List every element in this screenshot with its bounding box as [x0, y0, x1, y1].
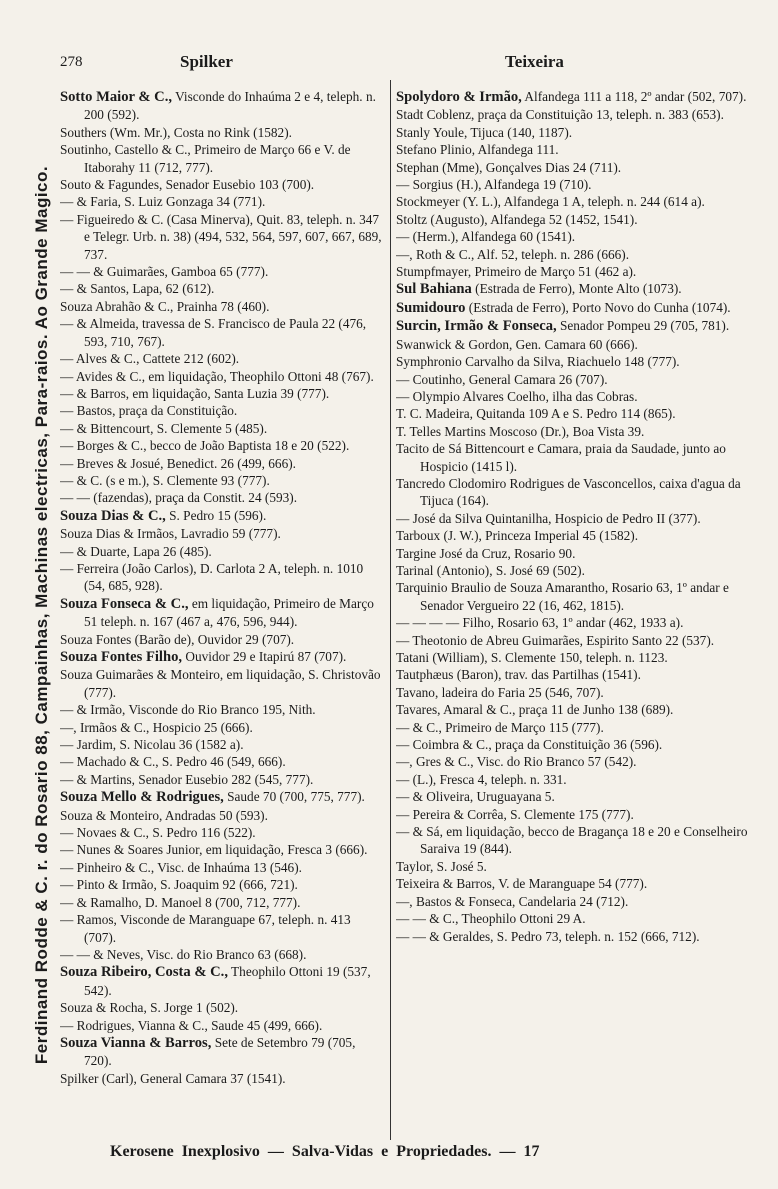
directory-entry	[60, 472, 386, 489]
directory-entry	[396, 353, 762, 370]
entry-text: — Bastos, praça da Constituição.	[60, 403, 238, 419]
directory-entry	[60, 560, 386, 595]
directory-entry	[396, 193, 762, 210]
entry-text: Tautphæus (Baron), trav. das Partilhas (1541).	[396, 667, 641, 683]
entry-text: Souza Fontes (Barão de), Ouvidor 29 (707).	[60, 631, 295, 647]
directory-entry	[396, 246, 762, 263]
directory-entry	[60, 824, 386, 841]
directory-entry	[396, 579, 762, 614]
directory-entry	[396, 684, 762, 701]
entry-text: — Avides & C., em liquidação, Theophilo Ottoni 48 (767).	[60, 368, 374, 384]
entry-text: Tarquinio Braulio de Souza Amarantho, Rosario 63, 1º andar e Senador Vergueiro 22 (16, 462, 1815).	[396, 580, 729, 613]
directory-entry	[396, 701, 762, 718]
page-number: 278	[60, 54, 83, 70]
directory-entry	[60, 88, 386, 124]
directory-entry	[396, 823, 762, 858]
page-header	[60, 50, 760, 76]
directory-entry	[396, 527, 762, 544]
entry-text: — — & Guimarães, Gamboa 65 (777).	[60, 264, 269, 280]
directory-entry	[396, 666, 762, 683]
entry-text: — Ramos, Visconde de Maranguape 67, teleph. n. 413 (707).	[60, 912, 351, 945]
entry-text: Teixeira & Barros, V. de Maranguape 54 (777).	[396, 876, 648, 892]
right-running-head: Teixeira	[505, 52, 564, 71]
directory-entry	[60, 507, 386, 525]
directory-entry	[60, 876, 386, 893]
entry-text: —, Roth & C., Alf. 52, teleph. n. 286 (666).	[396, 246, 630, 262]
entry-text: Southers (Wm. Mr.), Costa no Rink (1582).	[60, 124, 292, 140]
directory-entry	[60, 911, 386, 946]
entry-text: — (Herm.), Alfandega 60 (1541).	[396, 229, 576, 245]
entry-text: Stanly Youle, Tijuca (140, 1187).	[396, 124, 573, 140]
entry-text: — & Oliveira, Uruguayana 5.	[396, 789, 555, 805]
entry-text: — & Sá, em liquidação, becco de Bragança 18 e 20 e Conselheiro Saraiva 19 (844).	[396, 824, 748, 857]
entry-text: em liquidação, Primeiro de Março 51 teleph. n. 167 (467 a, 476, 596, 944).	[84, 595, 374, 630]
directory-entry	[396, 753, 762, 770]
directory-entry	[396, 299, 762, 317]
entry-text: — Pinheiro & C., Visc. de Inhaúma 13 (546).	[60, 859, 302, 875]
entry-text: — & Almeida, travessa de S. Francisco de Paula 22 (476, 593, 710, 767).	[60, 316, 367, 349]
directory-entry	[396, 280, 762, 298]
directory-entry	[396, 632, 762, 649]
directory-entry	[60, 315, 386, 350]
directory-entry	[396, 405, 762, 422]
entry-text: Souza Dias & Irmãos, Lavradio 59 (777).	[60, 526, 281, 542]
directory-entry	[396, 614, 762, 631]
entry-text: Souza & Monteiro, Andradas 50 (593).	[60, 807, 268, 823]
entry-text: — Figueiredo & C. (Casa Minerva), Quit. 83, teleph. n. 347 e Telegr. Urb. n. 38) (494, 532, 564, 597, 607, 667, 689, 737.	[60, 211, 382, 262]
directory-entry	[60, 124, 386, 141]
directory-entry	[60, 894, 386, 911]
entry-text: Tatani (William), S. Clemente 150, teleph. n. 1123.	[396, 650, 668, 665]
directory-entry	[396, 510, 762, 527]
directory-entry	[60, 701, 386, 718]
entry-text: Souza Guimarães & Monteiro, em liquidação, S. Christovão (777).	[60, 667, 381, 700]
entry-text: Stockmeyer (Y. L.), Alfandega 1 A, teleph. n. 244 (614 a).	[396, 194, 705, 210]
entry-text: Tarinal (Antonio), S. José 69 (502).	[396, 562, 585, 578]
directory-entry	[396, 910, 762, 927]
entry-text: Tarboux (J. W.), Princeza Imperial 45 (1582).	[396, 528, 639, 544]
directory-entry	[396, 176, 762, 193]
entry-firm-name: Sul Bahiana	[396, 281, 472, 298]
entry-text: — & Faria, S. Luiz Gonzaga 34 (771).	[60, 194, 266, 210]
right-column	[396, 88, 762, 1128]
side-advertisement	[30, 80, 54, 1150]
directory-entry	[60, 595, 386, 631]
directory-entry	[60, 489, 386, 506]
directory-entry	[60, 455, 386, 472]
directory-entry	[60, 1017, 386, 1034]
directory-entry	[396, 124, 762, 141]
entry-text: Soutinho, Castello & C., Primeiro de Março 66 e V. de Itaborahy 11 (712, 777).	[60, 142, 351, 175]
directory-entry	[396, 141, 762, 158]
side-advertisement-text: Ferdinand Rodde & C. r. do Rosario 88, Campainhas, Machinas electricas, Para-raios. Ao Grande Magico.	[32, 165, 51, 1065]
entry-text: Symphronio Carvalho da Silva, Riachuelo 148 (777).	[396, 354, 680, 370]
entry-firm-name: Surcin, Irmão & Fonseca,	[396, 318, 557, 335]
column-divider	[390, 80, 391, 1140]
entry-text: — & Martins, Senador Eusebio 282 (545, 777).	[60, 771, 314, 787]
entry-text: — & Barros, em liquidação, Santa Luzia 39 (777).	[60, 385, 330, 401]
directory-entry	[396, 806, 762, 823]
directory-entry	[60, 807, 386, 824]
entry-text: — Coimbra & C., praça da Constituição 36 (596).	[396, 737, 663, 753]
entry-text: Stephan (Mme), Gonçalves Dias 24 (711).	[396, 159, 622, 175]
directory-entry	[396, 649, 762, 666]
directory-entry	[60, 263, 386, 280]
directory-entry	[396, 875, 762, 892]
directory-entry	[60, 543, 386, 560]
directory-entry	[60, 211, 386, 263]
directory-entry	[60, 648, 386, 666]
entry-text: T. C. Madeira, Quitanda 109 A e S. Pedro 114 (865).	[396, 406, 676, 422]
entry-text: Souza Abrahão & C., Prainha 78 (460).	[60, 298, 270, 314]
entry-text: Sete de Setembro 79 (705, 720).	[84, 1034, 356, 1069]
entry-text: — Alves & C., Cattete 212 (602).	[60, 351, 240, 367]
directory-entry	[396, 858, 762, 875]
directory-entry	[60, 771, 386, 788]
entry-text: Stoltz (Augusto), Alfandega 52 (1452, 1541).	[396, 211, 638, 227]
directory-entry	[60, 753, 386, 770]
entry-text: Ouvidor 29 e Itapirú 87 (707).	[182, 649, 347, 664]
entry-text: — Pinto & Irmão, S. Joaquim 92 (666, 721).	[60, 877, 298, 893]
entry-text: Alfandega 111 a 118, 2º andar (502, 707).	[521, 89, 747, 104]
directory-entry	[60, 368, 386, 385]
entry-text: Swanwick & Gordon, Gen. Camara 60 (666).	[396, 336, 638, 352]
directory-entry	[60, 402, 386, 419]
directory-entry	[60, 525, 386, 542]
entry-text: Theophilo Ottoni 19 (537, 542).	[84, 964, 371, 998]
entry-text: — & Irmão, Visconde do Rio Branco 195, Nith.	[60, 702, 316, 718]
entry-text: Visconde do Inhaúma 2 e 4, teleph. n. 200 (592).	[84, 89, 376, 123]
directory-entry	[60, 280, 386, 297]
directory-entry	[60, 946, 386, 963]
entry-firm-name: Souza Fontes Filho,	[60, 649, 183, 665]
entry-text: (Estrada de Ferro), Monte Alto (1073).	[471, 281, 682, 297]
directory-entry	[396, 88, 762, 106]
directory-entry	[60, 719, 386, 736]
entry-text: Senador Pompeu 29 (705, 781).	[556, 318, 730, 334]
entry-text: Tacito de Sá Bittencourt e Camara, praia da Saudade, junto ao Hospicio (1415 l).	[396, 441, 726, 474]
entry-firm-name: Souza Ribeiro, Costa & C.,	[60, 964, 228, 981]
entry-text: — Borges & C., becco de João Baptista 18 e 20 (522).	[60, 438, 350, 454]
entry-text: — José da Silva Quintanilha, Hospicio de Pedro II (377).	[396, 510, 701, 526]
entry-firm-name: Sumidouro	[396, 299, 466, 316]
entry-text: — & Bittencourt, S. Clemente 5 (485).	[60, 420, 268, 436]
entry-text: Tancredo Clodomiro Rodrigues de Vasconcellos, caixa d'agua da Tijuca (164).	[396, 475, 741, 509]
left-running-head: Spilker	[180, 52, 233, 71]
directory-entry	[396, 336, 762, 353]
entry-text: — Jardim, S. Nicolau 36 (1582 a).	[60, 737, 244, 753]
entry-text: — Theotonio de Abreu Guimarães, Espirito Santo 22 (537).	[396, 632, 715, 648]
entry-text: — Sorgius (H.), Alfandega 19 (710).	[396, 177, 592, 193]
directory-entry	[60, 437, 386, 454]
entry-text: — — & Geraldes, S. Pedro 73, teleph. n. 152 (666, 712).	[396, 928, 700, 944]
entry-firm-name: Sotto Maior & C.,	[60, 89, 173, 105]
directory-entry	[60, 141, 386, 176]
directory-entry	[396, 317, 762, 335]
entry-text: — Nunes & Soares Junior, em liquidação, Fresca 3 (666).	[60, 842, 368, 858]
directory-entry	[60, 385, 386, 402]
entry-text: Stadt Coblenz, praça da Constituição 13, teleph. n. 383 (653).	[396, 107, 724, 123]
directory-entry	[396, 893, 762, 910]
entry-text: — & Ramalho, D. Manoel 8 (700, 712, 777).	[60, 894, 301, 910]
entry-text: — Pereira & Corrêa, S. Clemente 175 (777).	[396, 806, 634, 822]
entry-text: — & C. (s e m.), S. Clemente 93 (777).	[60, 472, 270, 488]
directory-entry	[60, 350, 386, 367]
directory-entry	[396, 228, 762, 245]
directory-entry	[60, 999, 386, 1016]
entry-text: —, Bastos & Fonseca, Candelaria 24 (712).	[396, 893, 629, 909]
directory-entry	[396, 719, 762, 736]
directory-entry	[60, 631, 386, 648]
entry-text: Tavano, ladeira do Faria 25 (546, 707).	[396, 684, 604, 700]
entry-text: —, Gres & C., Visc. do Rio Branco 57 (542).	[396, 754, 637, 770]
entry-text: — & C., Primeiro de Março 115 (777).	[396, 719, 604, 735]
entry-text: — Olympio Alvares Coelho, ilha das Cobras.	[396, 388, 638, 404]
entry-firm-name: Souza Fonseca & C.,	[60, 595, 189, 612]
entry-text: — Coutinho, General Camara 26 (707).	[396, 371, 608, 387]
directory-entry	[60, 841, 386, 858]
directory-entry	[60, 666, 386, 701]
directory-entry	[60, 736, 386, 753]
directory-entry	[396, 928, 762, 945]
directory-entry	[60, 963, 386, 999]
directory-entry	[396, 263, 762, 280]
entry-text: — Rodrigues, Vianna & C., Saude 45 (499, 666).	[60, 1017, 323, 1033]
entry-text: Stefano Plinio, Alfandega 111.	[396, 142, 559, 158]
entry-firm-name: Spolydoro & Irmão,	[396, 89, 522, 105]
entry-text: — (L.), Fresca 4, teleph. n. 331.	[396, 771, 567, 787]
entry-text: S. Pedro 15 (596).	[165, 507, 267, 523]
entry-text: — Novaes & C., S. Pedro 116 (522).	[60, 825, 256, 841]
directory-entry	[396, 771, 762, 788]
directory-entry	[396, 106, 762, 123]
entry-text: — & Duarte, Lapa 26 (485).	[60, 543, 212, 559]
directory-entry	[60, 1070, 386, 1087]
entry-text: T. Telles Martins Moscoso (Dr.), Boa Vista 39.	[396, 423, 645, 439]
directory-entry	[396, 388, 762, 405]
entry-text: —, Irmãos & C., Hospicio 25 (666).	[60, 719, 253, 735]
entry-text: Targine José da Cruz, Rosario 90.	[396, 545, 576, 561]
entry-text: — — — — Filho, Rosario 63, 1º andar (462, 1933 a).	[396, 615, 684, 631]
entry-text: Stumpfmayer, Primeiro de Março 51 (462 a).	[396, 264, 637, 280]
directory-entry	[396, 788, 762, 805]
directory-entry	[60, 193, 386, 210]
directory-entry	[60, 176, 386, 193]
entry-text: — Breves & Josué, Benedict. 26 (499, 666).	[60, 455, 296, 471]
entry-text: Souza & Rocha, S. Jorge 1 (502).	[60, 1000, 239, 1016]
entry-firm-name: Souza Dias & C.,	[60, 507, 166, 524]
directory-entry	[396, 371, 762, 388]
directory-entry	[60, 298, 386, 315]
left-column	[60, 88, 386, 1128]
footer-advertisement: Kerosene Inexplosivo — Salva-Vidas e Propriedades. — 17	[110, 1143, 540, 1160]
entry-text: — — (fazendas), praça da Constit. 24 (593).	[60, 490, 298, 506]
directory-entry	[60, 420, 386, 437]
directory-entry	[396, 736, 762, 753]
directory-entry	[396, 475, 762, 510]
directory-entry	[60, 788, 386, 806]
entry-text: — — & Neves, Visc. do Rio Branco 63 (668).	[60, 946, 307, 962]
directory-entry	[396, 159, 762, 176]
directory-entry	[396, 211, 762, 228]
entry-firm-name: Souza Vianna & Barros,	[60, 1034, 212, 1051]
entry-text: — & Santos, Lapa, 62 (612).	[60, 281, 215, 297]
entry-text: — Ferreira (João Carlos), D. Carlota 2 A, teleph. n. 1010 (54, 685, 928).	[60, 560, 364, 594]
directory-entry	[396, 545, 762, 562]
directory-entry	[60, 1034, 386, 1070]
entry-text: Spilker (Carl), General Camara 37 (1541).	[60, 1070, 286, 1086]
directory-entry	[396, 562, 762, 579]
entry-firm-name: Souza Mello & Rodrigues,	[60, 789, 224, 806]
directory-entry	[60, 859, 386, 876]
directory-entry	[396, 440, 762, 475]
directory-entry	[396, 423, 762, 440]
entry-text: Tavares, Amaral & C., praça 11 de Junho 138 (689).	[396, 702, 674, 718]
entry-text: Saude 70 (700, 775, 777).	[223, 789, 365, 805]
entry-text: — Machado & C., S. Pedro 46 (549, 666).	[60, 754, 286, 770]
entry-text: — — & C., Theophilo Ottoni 29 A.	[396, 911, 586, 927]
entry-text: Souto & Fagundes, Senador Eusebio 103 (700).	[60, 177, 315, 193]
entry-text: (Estrada de Ferro), Porto Novo do Cunha (1074).	[465, 299, 731, 315]
entry-text: Taylor, S. José 5.	[396, 858, 487, 874]
